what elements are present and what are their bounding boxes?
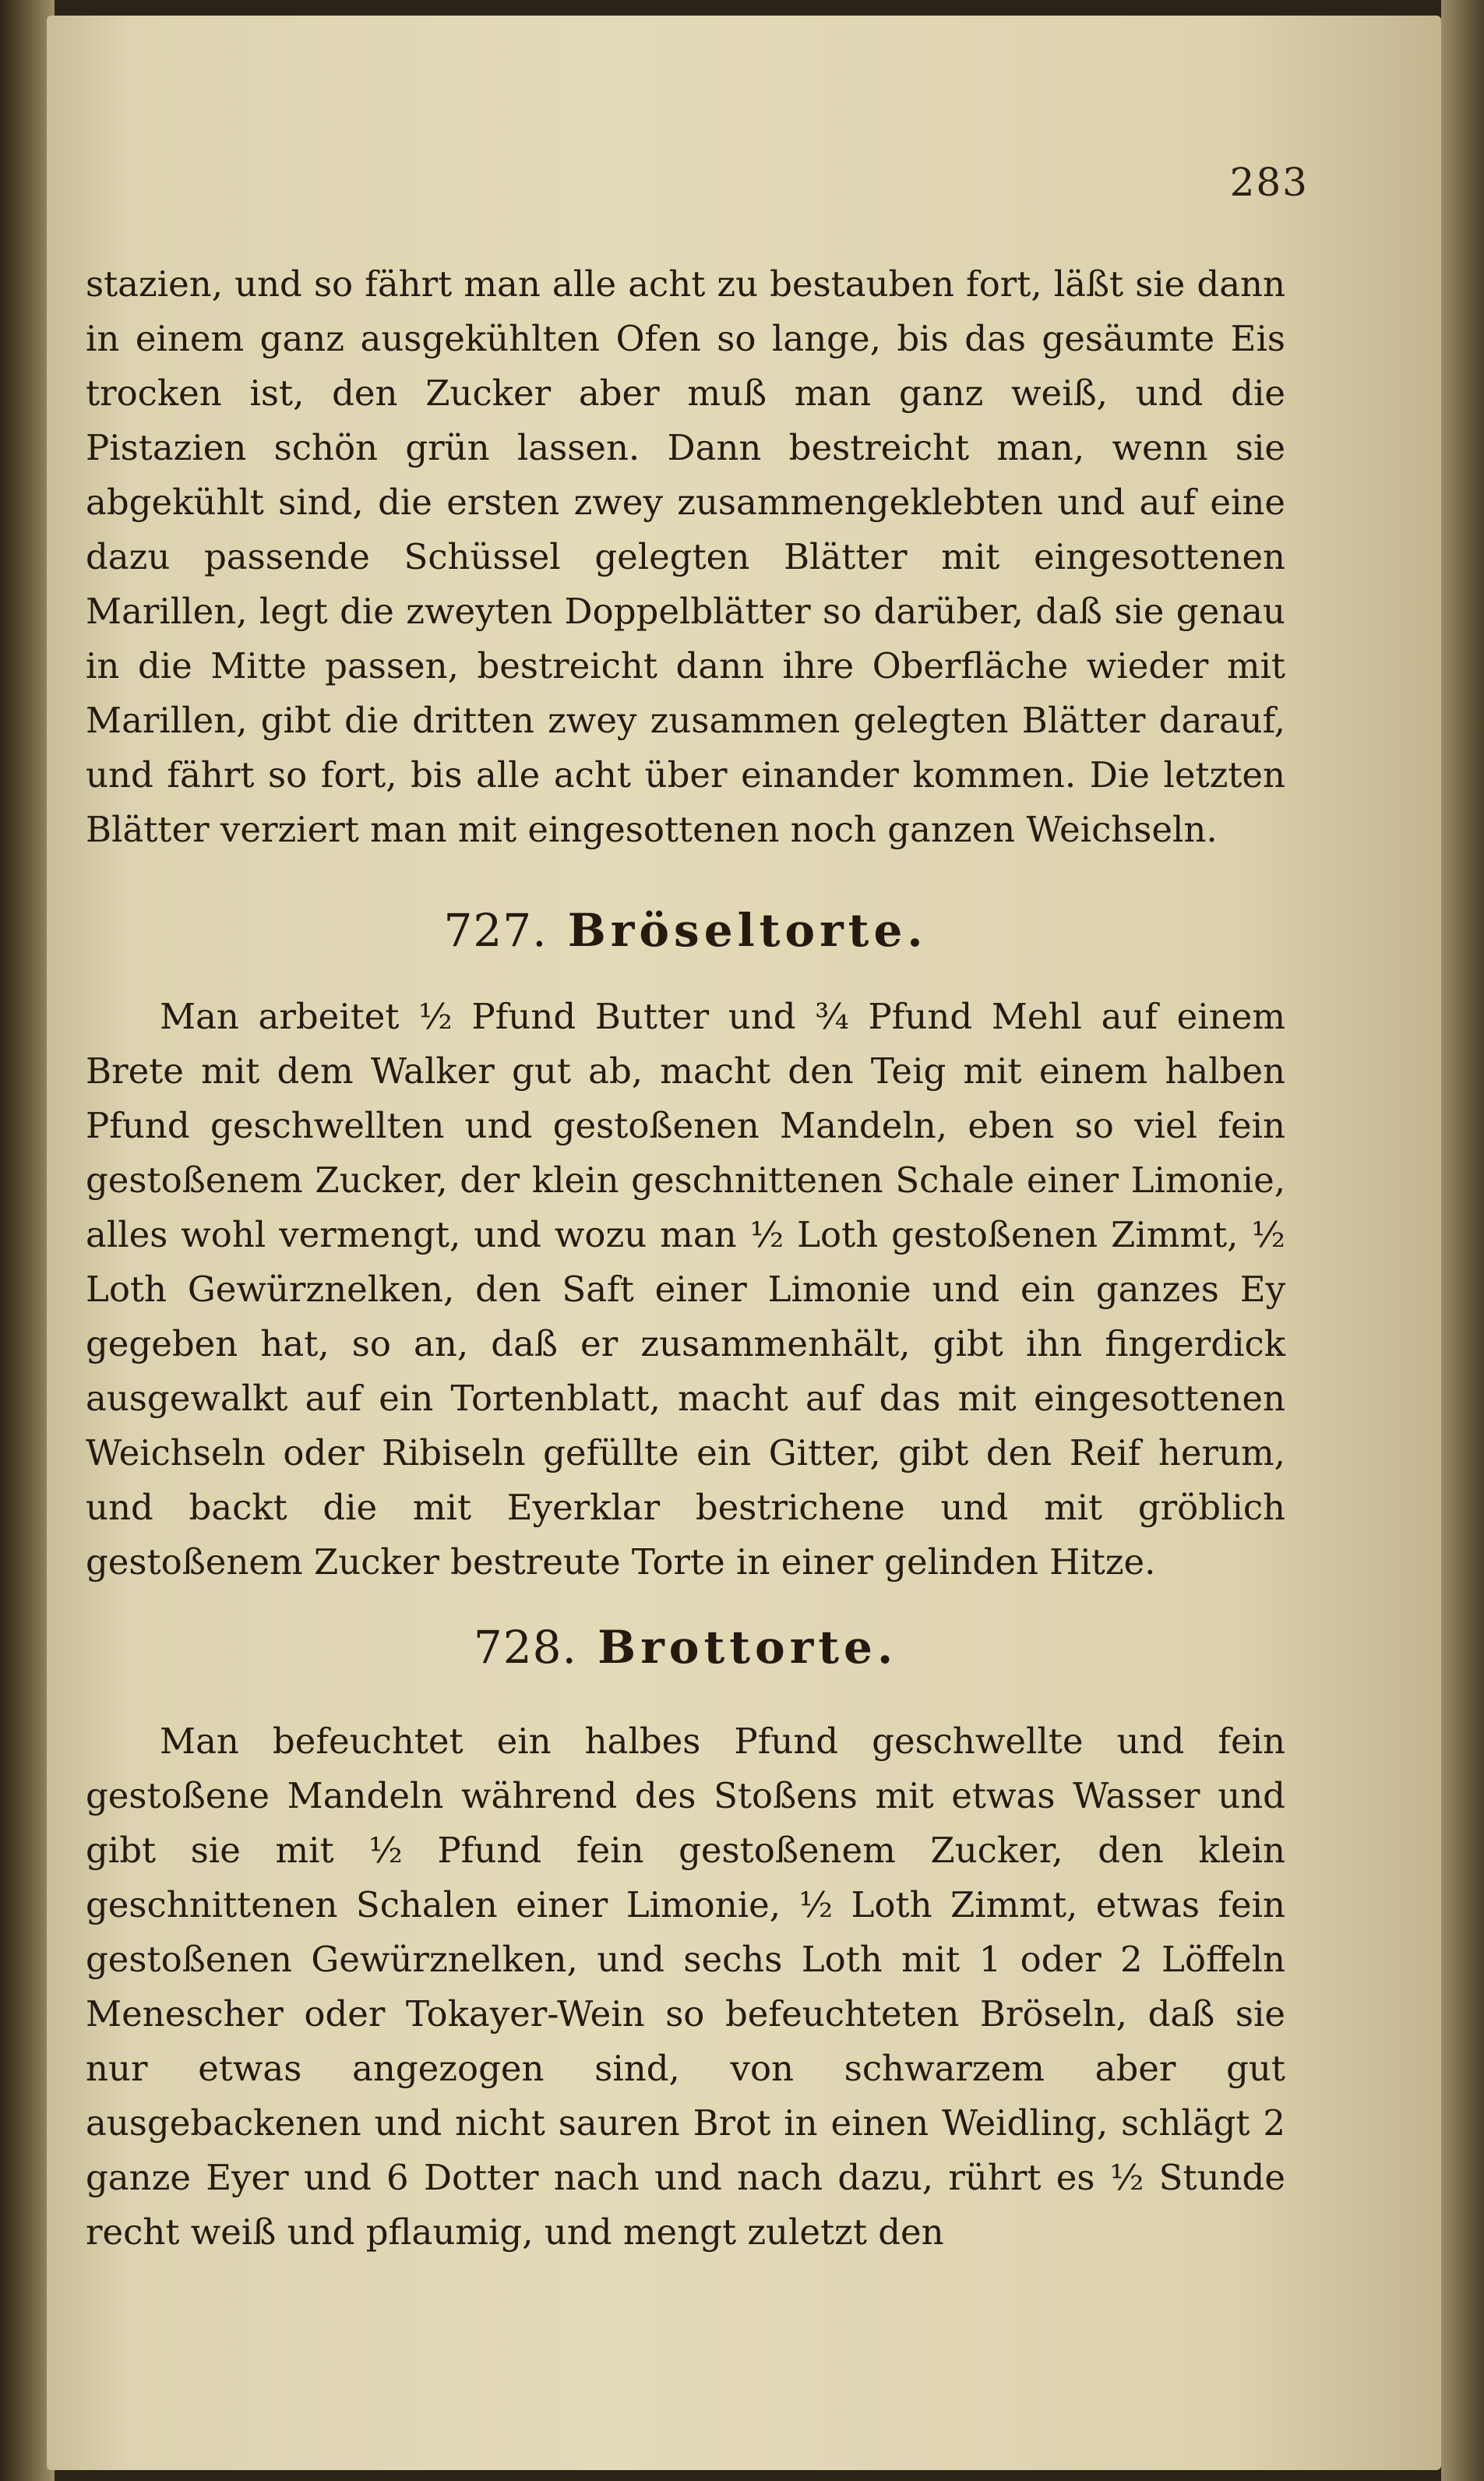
paragraph: stazien, und so fährt man alle acht zu bestauben fort, läßt sie dann in einem ganz ausgekühlten Ofen so lange, bis das gesäumte Eis trocken ist, den Zucker aber muß man ganz weiß, und die Pistazien schön grün lassen. Dann bestreicht man, wenn sie abgekühlt sind, die ersten zwey zusammengeklebten und auf eine dazu passende Schüssel gelegten Blätter mit eingesottenen Marillen, legt die zweyten Doppelblätter so darüber, daß sie genau in die Mitte passen, bestreicht dann ihre Oberfläche wieder mit Marillen, gibt die dritten zwey zusammen gelegten Blätter darauf, und fährt so fort, bis alle acht über einander kommen. Die letzten Blätter verziert man mit eingesottenen noch ganzen Weichseln. bbox=[86, 263, 1285, 850]
recipe-number: 727. bbox=[443, 904, 548, 957]
page-number: 283 bbox=[1229, 160, 1309, 205]
continuation-text bbox=[86, 257, 1285, 857]
recipe-728-heading bbox=[86, 1621, 1285, 1674]
recipe-727-body bbox=[86, 990, 1285, 1590]
recipe-727-heading bbox=[86, 904, 1285, 957]
paragraph: Man befeuchtet ein halbes Pfund geschwellte und fein gestoßene Mandeln während des Stoßens mit etwas Wasser und gibt sie mit ½ Pfund fein gestoßenem Zucker, den klein geschnittenen Schalen einer Limonie, ½ Loth Zimmt, etwas fein gestoßenen Gewürznelken, und sechs Loth mit 1 oder 2 Löffeln Menescher oder Tokayer-Wein so befeuchteten Bröseln, daß sie nur etwas angezogen sind, von schwarzem aber gut ausgebackenen und nicht sauren Brot in einen Weidling, schlägt 2 ganze Eyer und 6 Dotter nach und nach dazu, rührt es ½ Stunde recht weiß und pflaumig, und mengt zuletzt den bbox=[86, 1720, 1285, 2253]
paragraph: Man arbeitet ½ Pfund Butter und ¾ Pfund Mehl auf einem Brete mit dem Walker gut ab, macht den Teig mit einem halben Pfund geschwellten und gestoßenen Mandeln, eben so viel fein gestoßenem Zucker, der klein geschnittenen Schale einer Limonie, alles wohl vermengt, und wozu man ½ Loth gestoßenen Zimmt, ½ Loth Gewürznelken, den Saft einer Limonie und ein ganzes Ey gegeben hat, so an, daß er zusammenhält, gibt ihn fingerdick ausgewalkt auf ein Tortenblatt, macht auf das mit eingesottenen Weichseln oder Ribiseln gefüllte ein Gitter, gibt den Reif herum, und backt die mit Eyerklar bestrichene und mit gröblich gestoßenem Zucker bestreute Torte in einer gelinden Hitze. bbox=[86, 996, 1285, 1583]
recipe-number: 728. bbox=[473, 1621, 577, 1674]
right-page-edge bbox=[1441, 0, 1484, 2481]
recipe-728-body bbox=[86, 1714, 1285, 2260]
recipe-title: Bröseltorte. bbox=[567, 904, 928, 957]
recipe-title: Brottorte. bbox=[597, 1621, 898, 1674]
